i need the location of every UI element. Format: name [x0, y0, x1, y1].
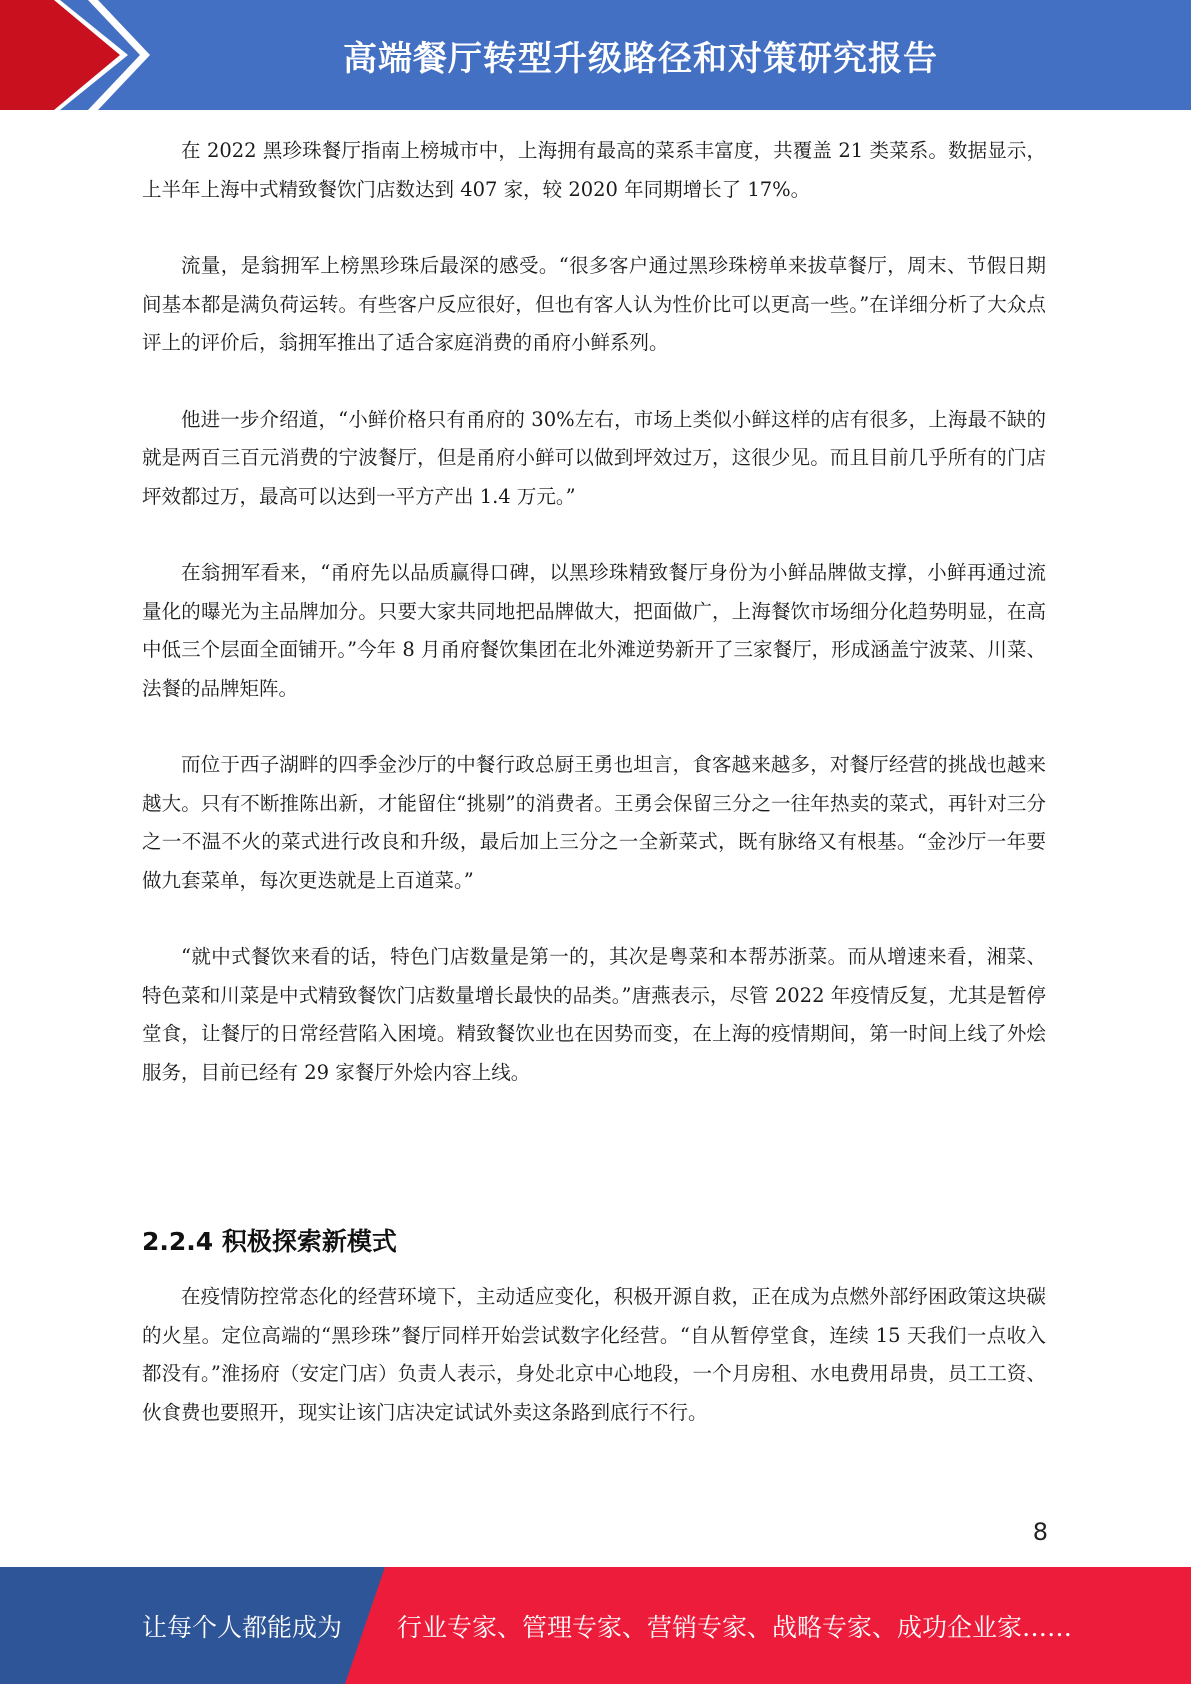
paragraph: 在 2022 黑珍珠餐厅指南上榜城市中，上海拥有最高的菜系丰富度，共覆盖 21 类菜系。数据显示，上半年上海中式精致餐饮门店数达到 407 家，较 2020 年同期增长了 17%。	[142, 139, 1046, 201]
page-number: 8	[1032, 1518, 1048, 1546]
paragraph: “就中式餐饮来看的话，特色门店数量是第一的，其次是粤菜和本帮苏浙菜。而从增速来看，湘菜、特色菜和川菜是中式精致餐饮门店数量增长最快的品类。”唐燕表示，尽管 2022 年疫情反复，尤其是暂停堂食，让餐厅的日常经营陷入困境。精致餐饮业也在因势而变，在上海的疫情期间，第一时间上线了外烩服务，目前已经有 29 家餐厅外烩内容上线。	[142, 945, 1046, 1084]
page-footer	[0, 1567, 1191, 1684]
paragraph: 在翁拥军看来，“甬府先以品质赢得口碑，以黑珍珠精致餐厅身份为小鲜品牌做支撑，小鲜再通过流量化的曝光为主品牌加分。只要大家共同地把品牌做大，把面做广，上海餐饮市场细分化趋势明显，在高中低三个层面全面铺开。”今年 8 月甬府餐饮集团在北外滩逆势新开了三家餐厅，形成涵盖宁波菜、川菜、法餐的品牌矩阵。	[142, 561, 1046, 700]
section-heading: 2.2.4 积极探索新模式	[142, 1227, 397, 1256]
paragraph: 他进一步介绍道，“小鲜价格只有甬府的 30%左右，市场上类似小鲜这样的店有很多，上海最不缺的就是两百三百元消费的宁波餐厅，但是甬府小鲜可以做到坪效过万，这很少见。而且目前几乎所有的门店坪效都过万，最高可以达到一平方产出 1.4 万元。”	[142, 407, 1046, 508]
document-body	[142, 132, 1046, 1470]
footer-slogan-left: 让每个人都能成为	[142, 1612, 343, 1642]
paragraph: 流量，是翁拥军上榜黑珍珠后最深的感受。“很多客户通过黑珍珠榜单来拔草餐厅，周末、节假日期间基本都是满负荷运转。有些客户反应很好，但也有客人认为性价比可以更高一些。”在详细分析了大众点评上的评价后，翁拥军推出了适合家庭消费的甬府小鲜系列。	[142, 254, 1046, 354]
report-title: 高端餐厅转型升级路径和对策研究报告	[343, 38, 938, 79]
section-paragraph: 在疫情防控常态化的经营环境下，主动适应变化，积极开源自救，正在成为点燃外部纾困政策这块碳的火星。定位高端的“黑珍珠”餐厅同样开始尝试数字化经营。“自从暂停堂食，连续 15 天我们一点收入都没有。”淮扬府（安定门店）负责人表示，身处北京中心地段，一个月房租、水电费用昂贵，员工工资、伙食费也要照开，现实让该门店决定试试外卖这条路到底行不行。	[142, 1285, 1046, 1424]
footer-slogan-right: 行业专家、管理专家、营销专家、战略专家、成功企业家……	[397, 1612, 1073, 1642]
header-arrow-graphic	[0, 0, 160, 110]
page-header	[0, 0, 1191, 110]
paragraph: 而位于西子湖畔的四季金沙厅的中餐行政总厨王勇也坦言，食客越来越多，对餐厅经营的挑战也越来越大。只有不断推陈出新，才能留住“挑剔”的消费者。王勇会保留三分之一往年热卖的菜式，再针对三分之一不温不火的菜式进行改良和升级，最后加上三分之一全新菜式，既有脉络又有根基。“金沙厅一年要做九套菜单，每次更迭就是上百道菜。”	[142, 753, 1046, 892]
